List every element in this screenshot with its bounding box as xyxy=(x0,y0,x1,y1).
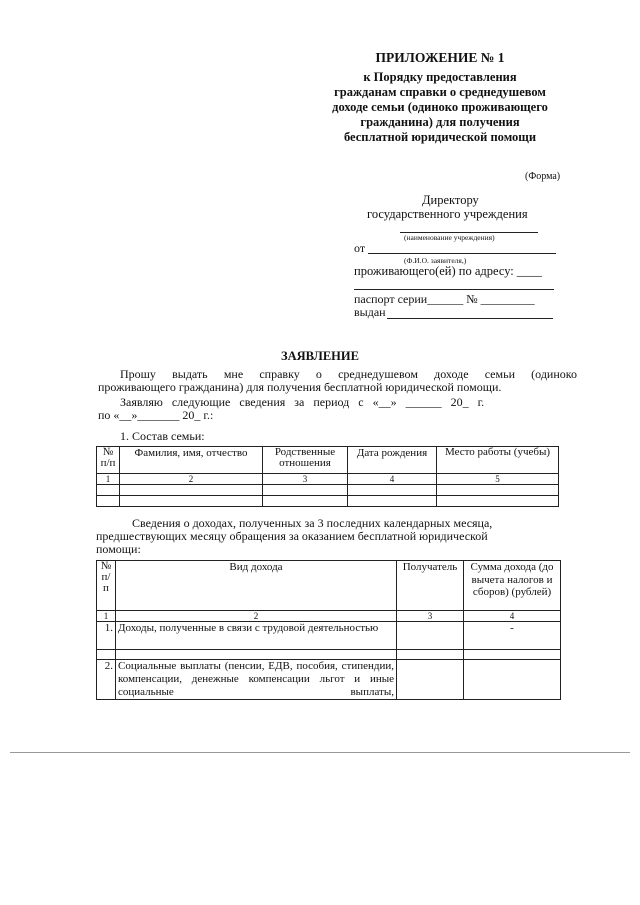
family-header-num: № п/п xyxy=(97,447,120,474)
institution-hint: (наименование учреждения) xyxy=(404,233,495,242)
family-col-number: 4 xyxy=(348,474,437,485)
income-row-num: 2. xyxy=(97,660,116,700)
period-line-1: Заявляю следующие сведения за период с «__» ______ 20_ г. xyxy=(120,395,485,409)
fio-line[interactable] xyxy=(368,253,556,254)
table-cell[interactable] xyxy=(120,496,263,507)
income-intro-1: Сведения о доходах, полученных за 3 последних календарных месяца, xyxy=(132,516,493,530)
family-col-number: 2 xyxy=(120,474,263,485)
request-line-2: проживающего гражданина) для получения бесплатной юридической помощи. xyxy=(98,380,502,394)
fio-hint: (Ф.И.О. заявителя,) xyxy=(404,256,467,265)
income-intro-2: предшествующих месяцу обращения за оказанием бесплатной юридической xyxy=(96,529,488,543)
appendix-title: ПРИЛОЖЕНИЕ № 1 xyxy=(375,50,505,65)
table-cell[interactable] xyxy=(437,496,559,507)
subtitle-line: гражданам справки о среднедушевом xyxy=(334,85,546,99)
table-cell[interactable] xyxy=(263,485,348,496)
income-header-amount: Сумма дохода (до вычета налогов и сборов) (рублей) xyxy=(464,561,561,611)
family-col-number: 3 xyxy=(263,474,348,485)
income-col-number: 4 xyxy=(464,611,561,622)
table-cell[interactable] xyxy=(263,496,348,507)
income-row-amount[interactable]: - xyxy=(464,622,561,650)
family-table xyxy=(96,446,559,507)
income-col-number: 3 xyxy=(397,611,464,622)
table-cell[interactable] xyxy=(97,496,120,507)
family-header-fio: Фамилия, имя, отчество xyxy=(120,447,263,474)
income-intro-3: помощи: xyxy=(96,542,141,556)
table-cell[interactable] xyxy=(120,485,263,496)
passport-label: паспорт серии______ № _________ xyxy=(354,292,535,306)
income-header-type: Вид дохода xyxy=(116,561,397,611)
issued-label: выдан xyxy=(354,305,386,319)
table-row xyxy=(97,485,559,496)
table-cell[interactable] xyxy=(437,485,559,496)
subtitle-line: гражданина) для получения xyxy=(360,115,520,129)
income-row-num: 1. xyxy=(97,622,116,650)
issued-line[interactable] xyxy=(387,318,553,319)
family-header-relation: Родственные отношения xyxy=(263,447,348,474)
from-label: от xyxy=(354,241,366,255)
table-cell xyxy=(97,650,116,660)
page-separator xyxy=(10,752,630,753)
table-cell[interactable] xyxy=(348,485,437,496)
subtitle-line: бесплатной юридической помощи xyxy=(343,130,537,144)
table-row xyxy=(97,650,561,660)
period-line-2: по «__»_______ 20_ г.: xyxy=(98,408,214,422)
income-row-recipient[interactable] xyxy=(397,622,464,650)
family-col-number: 5 xyxy=(437,474,559,485)
family-header-work: Место работы (учебы) xyxy=(437,447,559,474)
table-cell[interactable] xyxy=(464,650,561,660)
address-line[interactable] xyxy=(354,289,554,290)
table-row xyxy=(97,660,561,700)
income-header-recipient: Получатель xyxy=(397,561,464,611)
income-row-recipient[interactable] xyxy=(397,660,464,700)
income-row-text: Доходы, полученные в связи с трудовой деятельностью xyxy=(116,622,397,650)
statement-title: ЗАЯВЛЕНИЕ xyxy=(281,349,359,363)
table-row xyxy=(97,622,561,650)
table-row xyxy=(97,496,559,507)
income-row-amount[interactable] xyxy=(464,660,561,700)
table-cell[interactable] xyxy=(348,496,437,507)
form-label: (Форма) xyxy=(525,171,561,182)
family-col-number: 1 xyxy=(97,474,120,485)
table-cell[interactable] xyxy=(97,485,120,496)
address-label: проживающего(ей) по адресу: ____ xyxy=(354,264,542,278)
family-heading: 1. Состав семьи: xyxy=(120,429,205,443)
income-table xyxy=(96,560,561,700)
subtitle-line: доходе семьи (одиноко проживающего xyxy=(332,100,548,114)
income-col-number: 2 xyxy=(116,611,397,622)
request-line-1: Прошу выдать мне справку о среднедушевом доходе семьи (одиноко xyxy=(120,367,577,381)
family-header-birthdate: Дата рождения xyxy=(348,447,437,474)
income-row-text: Социальные выплаты (пенсии, ЕДВ, пособия, стипендии, компенсации, денежные компенсации льгот и иные социальные выплаты, xyxy=(116,660,397,700)
table-cell[interactable] xyxy=(397,650,464,660)
addressee-institution: государственного учреждения xyxy=(367,207,528,221)
income-header-num: № п/п xyxy=(97,561,116,611)
income-col-number: 1 xyxy=(97,611,116,622)
appendix-subtitle xyxy=(300,70,580,145)
subtitle-line: к Порядку предоставления xyxy=(363,70,517,84)
table-cell xyxy=(116,650,397,660)
addressee-director: Директору xyxy=(422,193,479,207)
